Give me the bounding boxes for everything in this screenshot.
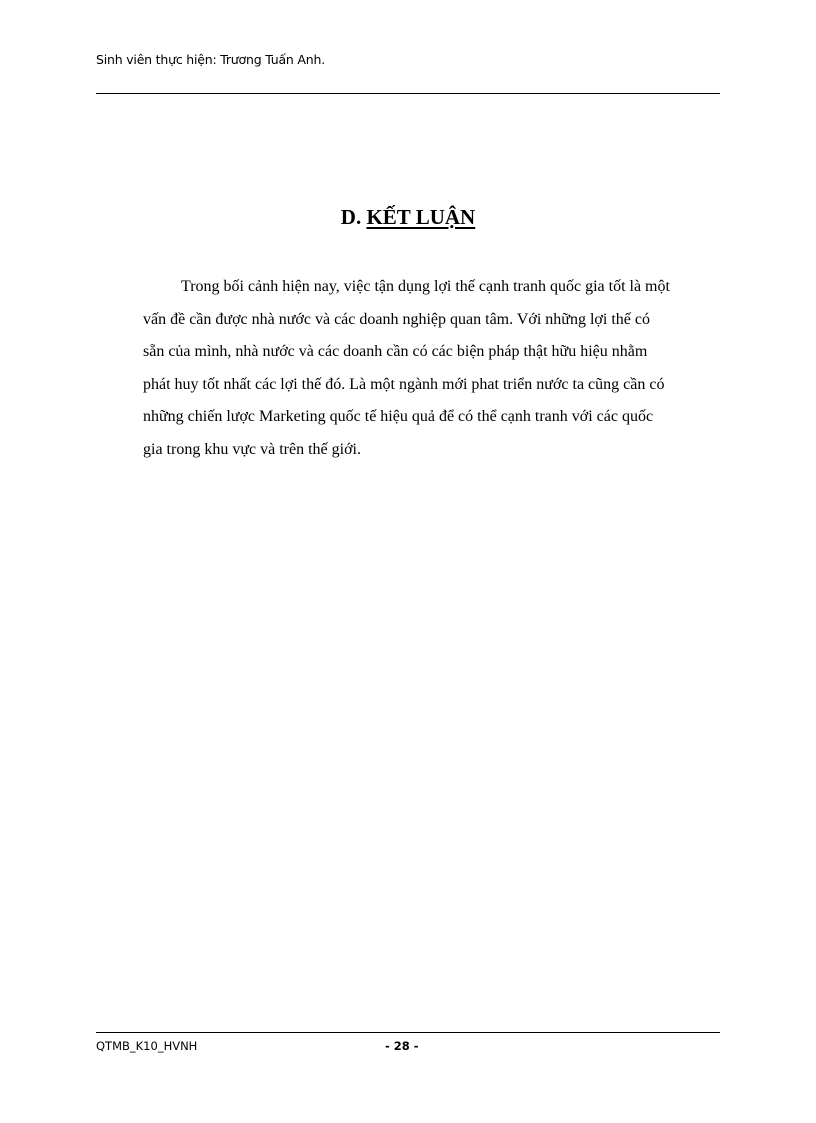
paragraph-line: gia trong khu vực và trên thế giới.: [143, 440, 361, 458]
header-divider: [96, 93, 720, 94]
section-heading-title: KẾT LUẬN: [366, 205, 476, 229]
paragraph-line: vấn đề cần được nhà nước và các doanh nghiệp quan tâm. Với những lợi thế có: [143, 310, 650, 328]
page-number: - 28 -: [385, 1039, 419, 1053]
paragraph-line: phát huy tốt nhất các lợi thế đó. Là một ngành mới phat triển nước ta cũng cần có: [143, 375, 665, 393]
footer-course-code: QTMB_K10_HVNH: [96, 1039, 198, 1053]
footer-divider: [96, 1032, 720, 1033]
paragraph-line: sẵn của mình, nhà nước và các doanh cần có các biện pháp thật hữu hiệu nhằm: [143, 343, 648, 360]
page-header: Sinh viên thực hiện: Trương Tuấn Anh.: [96, 52, 325, 67]
section-heading-prefix: D.: [340, 205, 362, 229]
conclusion-paragraph: [143, 275, 723, 470]
paragraph-line: Trong bối cảnh hiện nay, việc tận dụng lợi thế cạnh tranh quốc gia tốt là một: [181, 278, 670, 295]
section-heading: [0, 205, 816, 230]
paragraph-line: những chiến lược Marketing quốc tế hiệu quả để có thể cạnh tranh với các quốc: [143, 408, 654, 425]
